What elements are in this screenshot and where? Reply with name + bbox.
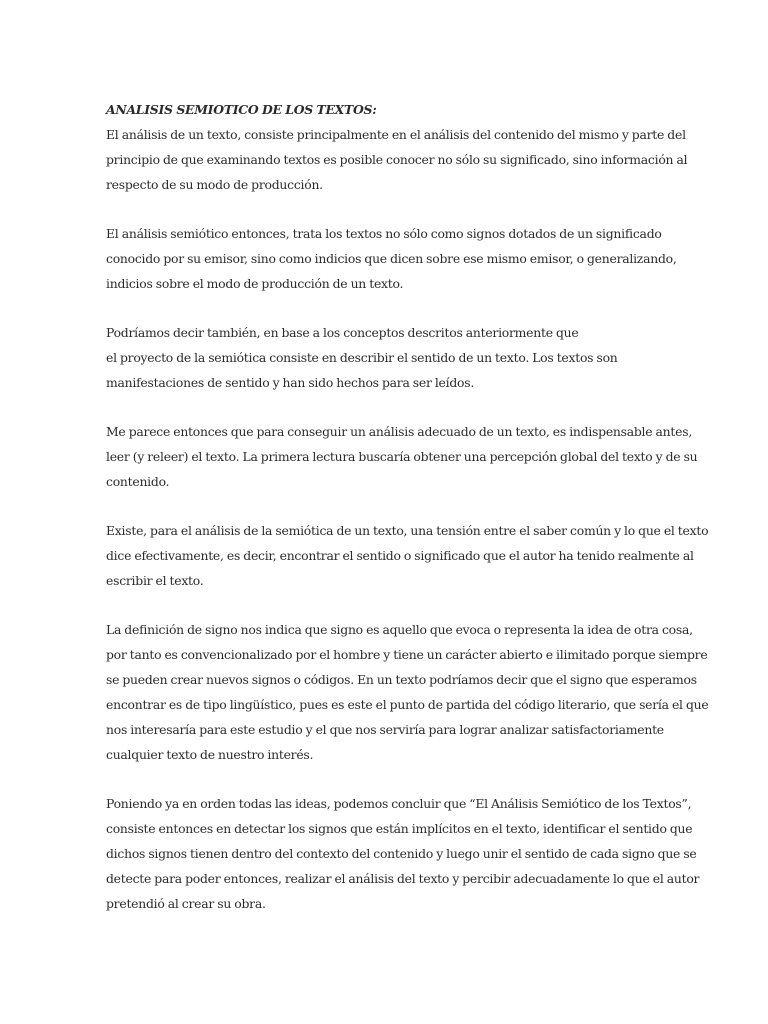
- paragraph: [106, 221, 677, 296]
- text-line: Existe, para el análisis de la semiótica de un texto, una tensión entre el saber común y lo que el texto: [106, 523, 709, 538]
- text-line: La definición de signo nos indica que signo es aquello que evoca o representa la idea de otra cosa,: [106, 622, 693, 637]
- text-line: respecto de su modo de producción.: [106, 177, 323, 192]
- text-line: indicios sobre el modo de producción de un texto.: [106, 276, 404, 291]
- text-line: Poniendo ya en orden todas las ideas, podemos concluir que “El Análisis Semiótico de los Textos”,: [106, 796, 692, 811]
- text-line: encontrar es de tipo lingüístico, pues es este el punto de partida del código literario, que sería el que: [106, 697, 709, 712]
- text-line: pretendió al crear su obra.: [106, 896, 266, 911]
- text-line: el proyecto de la semiótica consiste en describir el sentido de un texto. Los textos son: [106, 350, 618, 365]
- text-line: por tanto es convencionalizado por el hombre y tiene un carácter abierto e ilimitado porque siempre: [106, 647, 708, 662]
- paragraph: [106, 518, 709, 593]
- text-line: consiste entonces en detectar los signos que están implícitos en el texto, identificar el sentido que: [106, 821, 693, 836]
- text-line: principio de que examinando textos es posible conocer no sólo su significado, sino información al: [106, 152, 688, 167]
- text-line: detecte para poder entonces, realizar el análisis del texto y percibir adecuadamente lo que el autor: [106, 871, 700, 886]
- text-line: cualquier texto de nuestro interés.: [106, 747, 314, 762]
- text-line: dice efectivamente, es decir, encontrar el sentido o significado que el autor ha tenido realmente al: [106, 548, 694, 563]
- text-line: El análisis semiótico entonces, trata los textos no sólo como signos dotados de un significado: [106, 226, 662, 241]
- paragraph: [106, 320, 666, 395]
- text-line: conocido por su emisor, sino como indicios que dicen sobre ese mismo emisor, o generalizando,: [106, 251, 677, 266]
- text-line: Me parece entonces que para conseguir un análisis adecuado de un texto, es indispensable antes,: [106, 424, 693, 439]
- document-title: ANALISIS SEMIOTICO DE LOS TEXTOS:: [106, 102, 377, 117]
- document-body: [106, 97, 709, 940]
- text-line: Podríamos decir también, en base a los conceptos descritos anteriormente que: [106, 325, 579, 340]
- paragraph: [106, 122, 688, 197]
- text-line: leer (y releer) el texto. La primera lectura buscaría obtener una percepción global del texto y de su: [106, 449, 698, 464]
- paragraph: [106, 419, 698, 494]
- text-line: dichos signos tienen dentro del contexto del contenido y luego unir el sentido de cada signo que se: [106, 846, 697, 861]
- text-line: se pueden crear nuevos signos o códigos. En un texto podríamos decir que el signo que esperamos: [106, 672, 697, 687]
- paragraph: [106, 791, 700, 916]
- text-line: escribir el texto.: [106, 573, 204, 588]
- text-line: contenido.: [106, 474, 170, 489]
- text-line: manifestaciones de sentido y han sido hechos para ser leídos.: [106, 375, 475, 390]
- text-line: El análisis de un texto, consiste principalmente en el análisis del contenido del mismo y parte del: [106, 127, 686, 142]
- paragraph: [106, 617, 709, 767]
- text-line: nos interesaría para este estudio y el que nos serviría para lograr analizar satisfactoriamente: [106, 722, 664, 737]
